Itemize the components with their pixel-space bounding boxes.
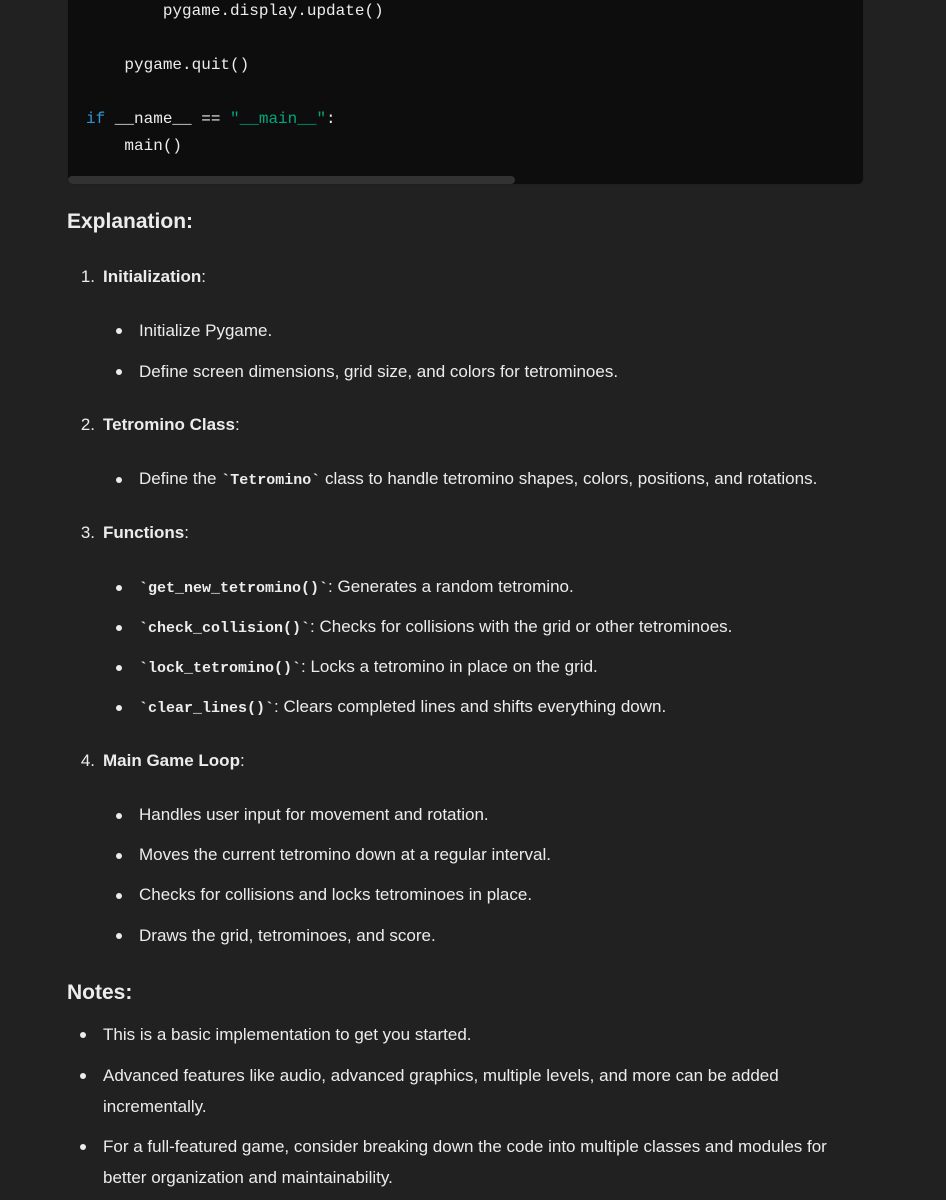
code-line: pygame.quit() bbox=[124, 56, 250, 74]
bullet-icon bbox=[116, 585, 122, 591]
bullet-icon bbox=[116, 328, 122, 334]
list-item: `get_new_tetromino()`: Generates a random tetromino. bbox=[139, 577, 574, 597]
bullet-icon bbox=[116, 665, 122, 671]
list-item: Checks for collisions and locks tetrominoes in place. bbox=[139, 885, 533, 904]
bullet-icon bbox=[80, 1144, 86, 1150]
inline-code: `get_new_tetromino()` bbox=[139, 580, 329, 597]
list-item-main-game-loop: 4. Main Game Loop: bbox=[80, 751, 245, 770]
bullet-icon bbox=[116, 933, 122, 939]
list-item-initialization: 1. Initialization: bbox=[80, 267, 206, 286]
code-line: pygame.display.update() bbox=[162, 2, 384, 20]
list-item: Initialize Pygame. bbox=[139, 321, 273, 340]
note-item: Advanced features like audio, advanced graphics, multiple levels, and more can be added incrementally. bbox=[103, 1066, 779, 1116]
list-item: `clear_lines()`: Clears completed lines and shifts everything down. bbox=[139, 697, 667, 717]
inline-code: `clear_lines()` bbox=[139, 700, 275, 717]
notes-heading: Notes: bbox=[67, 981, 133, 1004]
note-item: This is a basic implementation to get you started. bbox=[103, 1025, 472, 1044]
list-item-functions: 3. Functions: bbox=[80, 523, 189, 542]
code-block bbox=[67, 0, 864, 185]
explanation-heading: Explanation: bbox=[67, 210, 194, 233]
bullet-icon bbox=[80, 1073, 86, 1079]
bullet-icon bbox=[116, 893, 122, 899]
inline-code: `lock_tetromino()` bbox=[139, 660, 302, 677]
list-item: `lock_tetromino()`: Locks a tetromino in place on the grid. bbox=[139, 657, 598, 677]
bullet-icon bbox=[116, 813, 122, 819]
code-line: main() bbox=[124, 137, 183, 155]
bullet-icon bbox=[80, 1032, 86, 1038]
bullet-icon bbox=[116, 477, 122, 483]
list-item: `check_collision()`: Checks for collisions with the grid or other tetrominoes. bbox=[139, 617, 733, 637]
list-item: Define the `Tetromino` class to handle tetromino shapes, colors, positions, and rotations. bbox=[139, 469, 818, 489]
bullet-icon bbox=[116, 705, 122, 711]
horizontal-scrollbar[interactable] bbox=[68, 176, 515, 184]
list-item: Define screen dimensions, grid size, and colors for tetrominoes. bbox=[139, 362, 619, 381]
bullet-icon bbox=[116, 625, 122, 631]
inline-code: `check_collision()` bbox=[139, 620, 311, 637]
list-item: Moves the current tetromino down at a regular interval. bbox=[139, 845, 551, 864]
code-line: if __name__ == "__main__": bbox=[86, 110, 336, 128]
inline-code: `Tetromino` bbox=[221, 472, 321, 489]
note-item: For a full-featured game, consider breaking down the code into multiple classes and modules for better organization and maintainability. bbox=[103, 1137, 827, 1187]
list-item: Draws the grid, tetrominoes, and score. bbox=[139, 926, 436, 945]
list-item-tetromino-class: 2. Tetromino Class: bbox=[80, 415, 240, 434]
bullet-icon bbox=[116, 853, 122, 859]
list-item: Handles user input for movement and rotation. bbox=[139, 805, 489, 824]
bullet-icon bbox=[116, 369, 122, 375]
